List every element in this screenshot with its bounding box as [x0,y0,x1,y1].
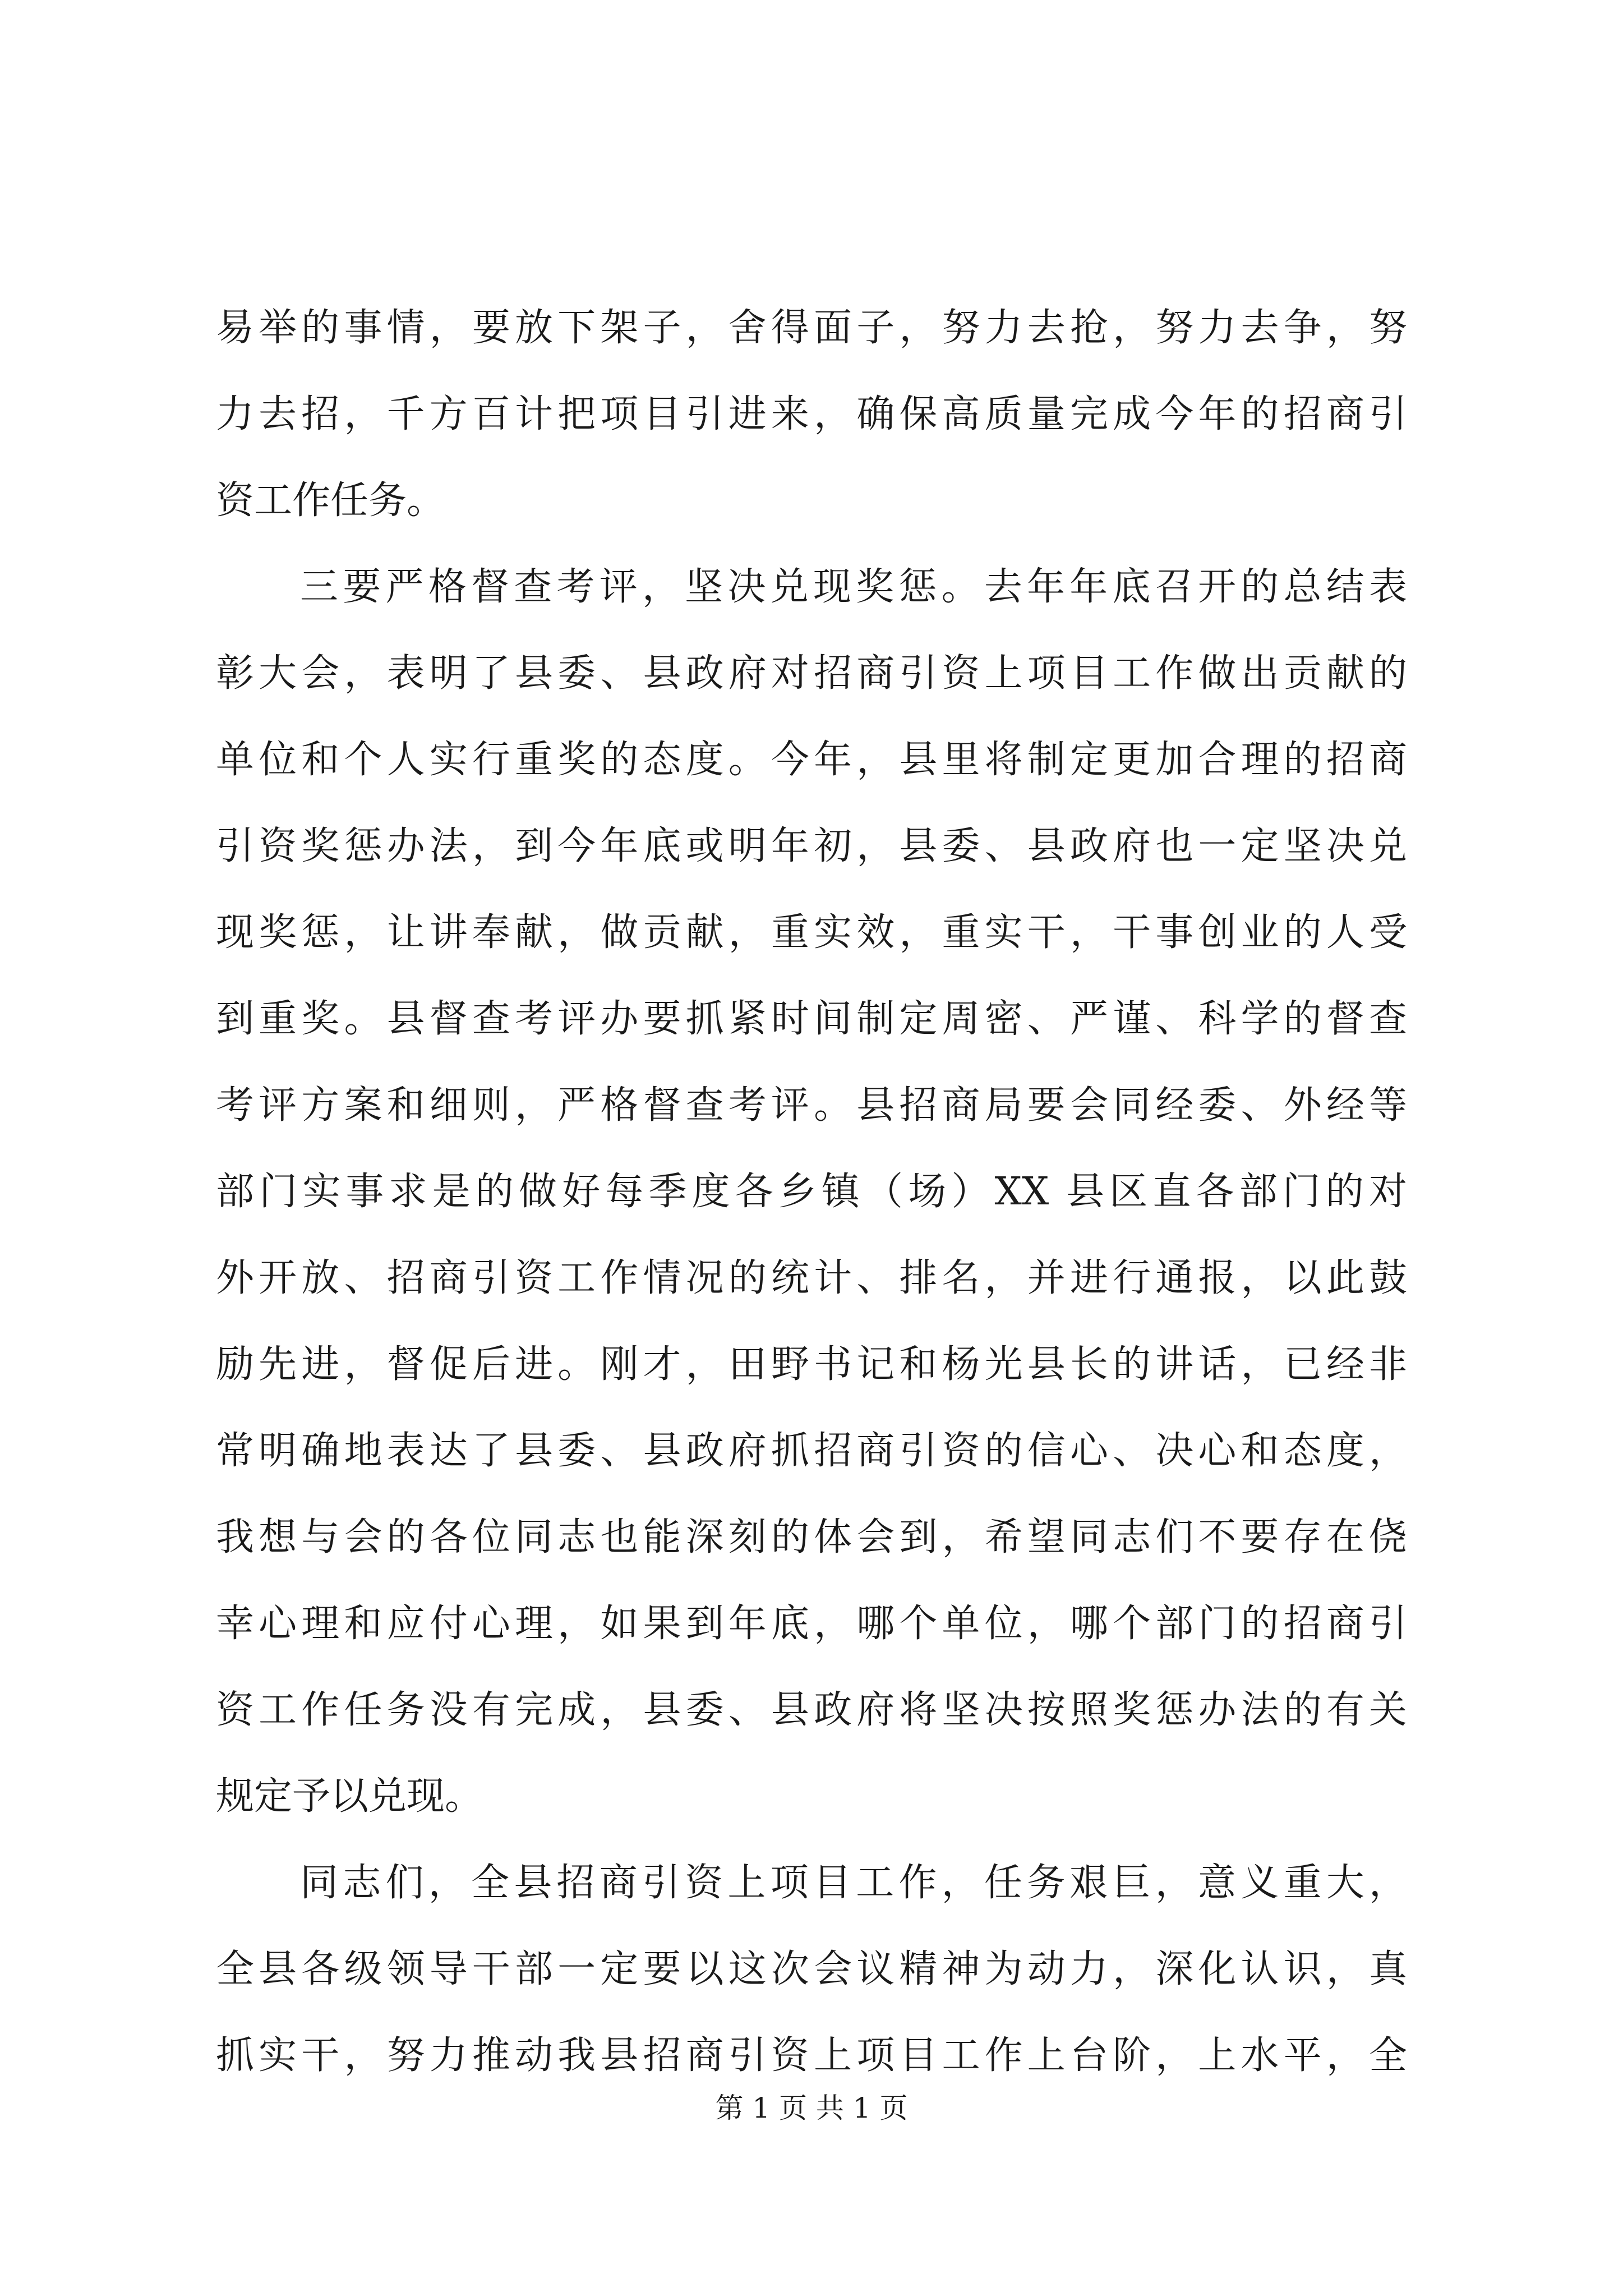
text-line: 考评方案和细则，严格督查考评。县招商局要会同经委、外经等 [216,1083,1407,1128]
text-line: 全县各级领导干部一定要以这次会议精神为动力，深化认识，真 [216,1947,1407,1991]
text-line: 三要严格督查考评，坚决兑现奖惩。去年年底召开的总结表 [300,565,1407,609]
page-footer: 第 1 页 共 1 页 [715,2092,908,2124]
text-line: 抓实干，努力推动我县招商引资上项目工作上台阶，上水平，全 [216,2033,1407,2078]
text-line: 单位和个人实行重奖的态度。今年，县里将制定更加合理的招商 [216,738,1407,782]
text-line: 同志们，全县招商引资上项目工作，任务艰巨，意义重大， [300,1861,1407,1905]
text-line: 励先进，督促后进。刚才，田野书记和杨光县长的讲话，已经非 [216,1342,1407,1387]
text-line: 到重奖。县督查考评办要抓紧时间制定周密、严谨、科学的督查 [216,997,1407,1041]
text-line: 易举的事情，要放下架子，舍得面子，努力去抢，努力去争，努 [216,306,1407,350]
text-line: 规定予以兑现。 [216,1774,483,1819]
text-line: 外开放、招商引资工作情况的统计、排名，并进行通报，以此鼓 [216,1256,1407,1300]
text-line: 彰大会，表明了县委、县政府对招商引资上项目工作做出贡献的 [216,651,1407,696]
text-line: 部门实事求是的做好每季度各乡镇（场）XX 县区直各部门的对 [216,1170,1407,1214]
text-line: 幸心理和应付心理，如果到年底，哪个单位，哪个部门的招商引 [216,1602,1407,1646]
text-line: 现奖惩，让讲奉献，做贡献，重实效，重实干，干事创业的人受 [216,910,1407,955]
text-line: 我想与会的各位同志也能深刻的体会到，希望同志们不要存在侥 [216,1515,1407,1559]
text-line: 力去招，千方百计把项目引进来，确保高质量完成今年的招商引 [216,392,1407,436]
text-line: 常明确地表达了县委、县政府抓招商引资的信心、决心和态度， [216,1429,1407,1473]
text-line: 引资奖惩办法，到今年底或明年初，县委、县政府也一定坚决兑 [216,824,1407,868]
text-line: 资工作任务。 [216,478,445,523]
text-line: 资工作任务没有完成，县委、县政府将坚决按照奖惩办法的有关 [216,1688,1407,1732]
